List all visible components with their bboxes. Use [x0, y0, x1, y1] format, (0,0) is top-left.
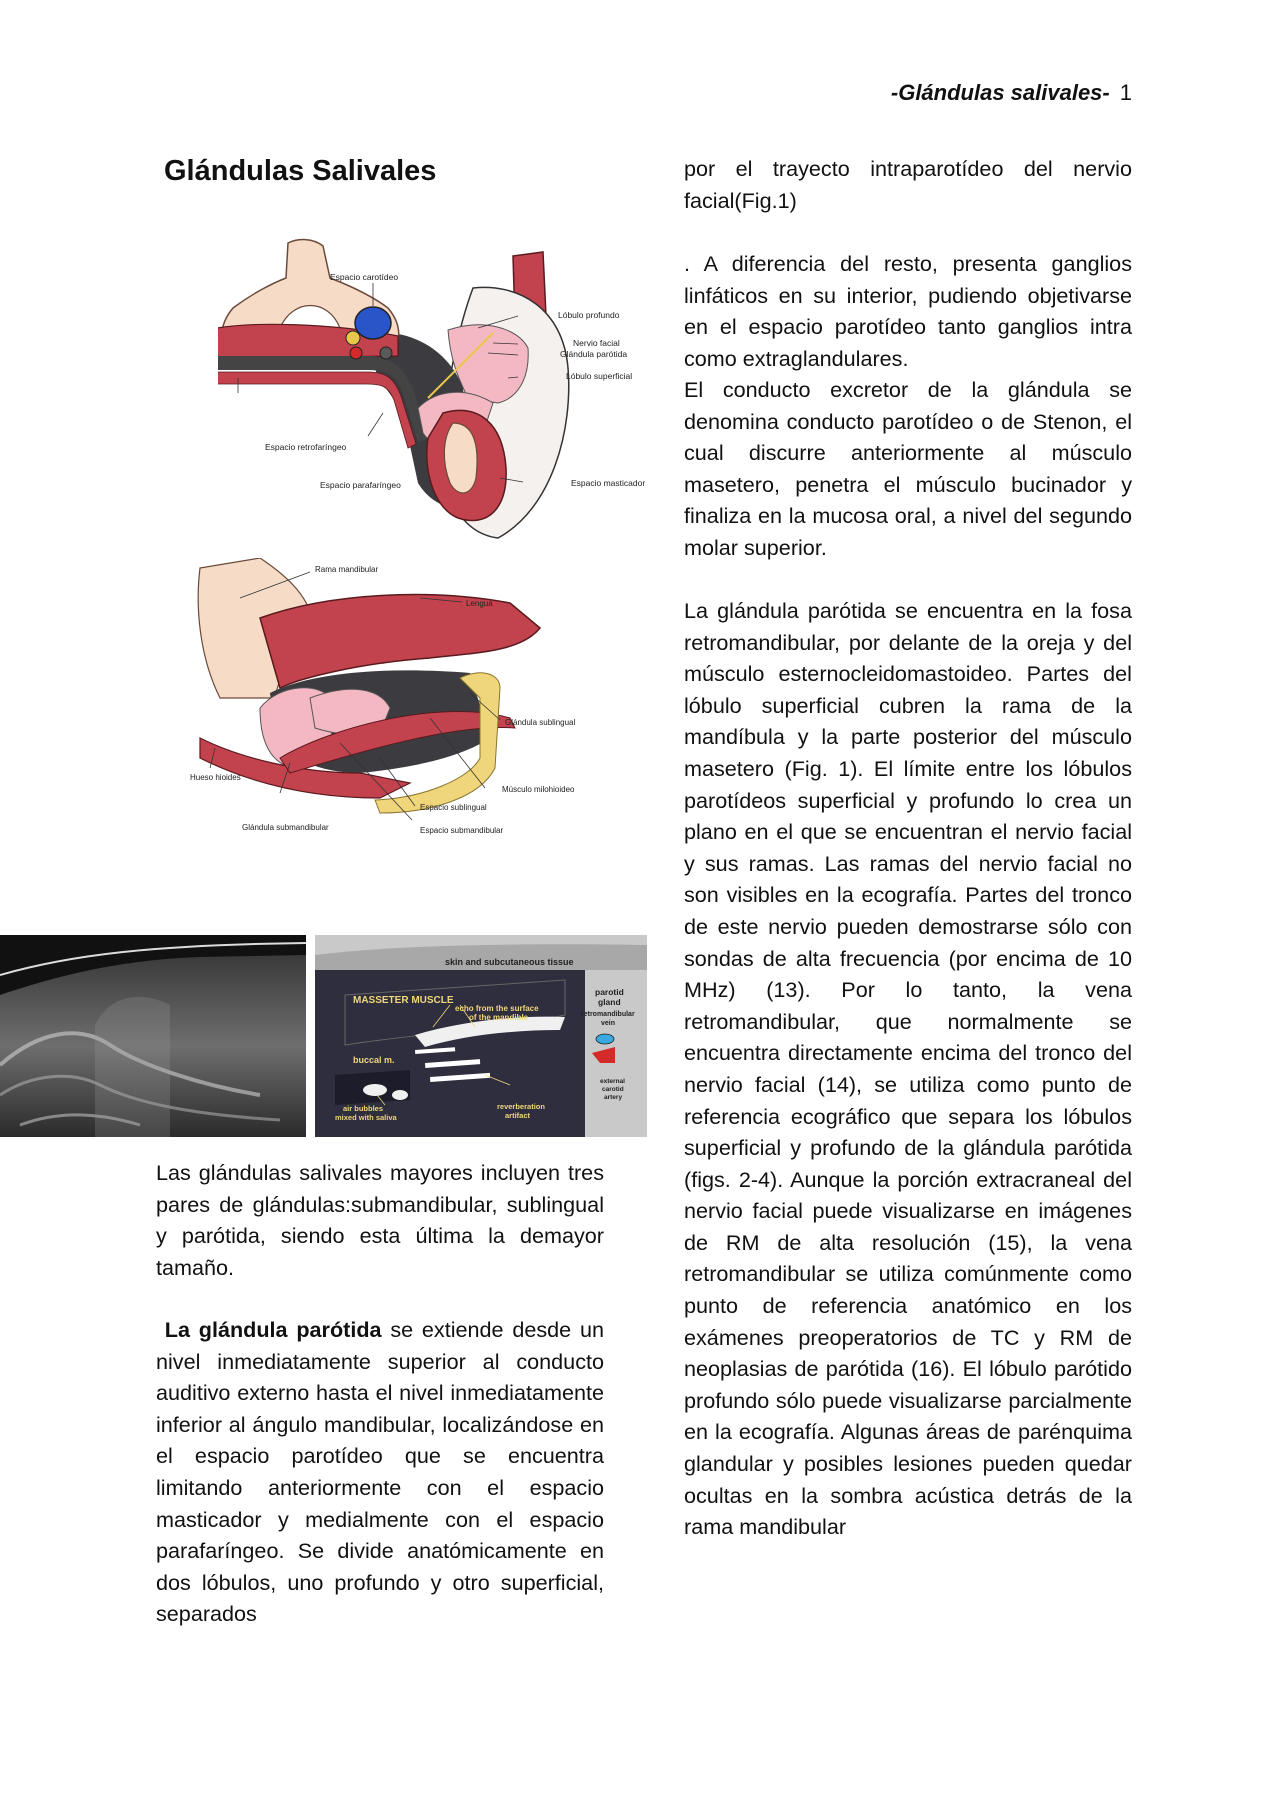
label-musculo-milohioideo: Músculo milohioideo — [502, 785, 575, 794]
figure-parotid-space-diagram — [218, 238, 648, 543]
label-lobulo-profundo: Lóbulo profundo — [558, 310, 620, 320]
label-espacio-masticador: Espacio masticador — [571, 478, 646, 488]
label-external-line3: artery — [604, 1094, 623, 1101]
page-number: 1 — [1119, 80, 1132, 105]
figure-submandibular-diagram — [180, 558, 640, 848]
label-hueso-hioides: Hueso hioides — [190, 773, 241, 782]
label-rama-mandibular: Rama mandibular — [315, 565, 379, 574]
paragraph-parotida — [156, 1314, 604, 1630]
label-espacio-retrofaringeo: Espacio retrofaríngeo — [265, 442, 347, 452]
label-espacio-sublingual: Espacio sublingual — [420, 803, 487, 812]
label-echo-line2: of the mandible — [469, 1013, 529, 1022]
paragraph-right-3: El conducto excretor de la glándula se denomina conducto parotídeo o de Stenon, el cual discurre anteriormente al músculo masetero, penetra el músculo bucinador y finaliza en la mucosa oral, a nivel del segundo molar superior. — [684, 377, 1132, 560]
figure-ultrasound-image — [0, 935, 306, 1137]
label-air-line1: air bubbles — [343, 1104, 384, 1113]
label-reverb-line2: artifact — [505, 1111, 531, 1120]
label-lobulo-superficial: Lóbulo superficial — [566, 371, 633, 381]
paragraph-right-4: La glándula parótida se encuentra en la fosa retromandibular, por delante de la oreja y del músculo esternocleidomastoideo. Partes del lóbulo superficial cubren la rama de la mandíbula y la parte posterior del músculo masetero (Fig. 1). El límite entre los lóbulos parotídeos superficial y profundo lo crea un plano en el que se encuentran el nervio facial y sus ramas. Las ramas del nervio facial no son visibles en la ecografía. Partes del tronco de este nervio pueden demostrarse sólo con sondas de alta frecuencia (por encima de 10 MHz) (13). Por lo tanto, la vena retromandibular, que normalmente se encuentra directamente encima del tronco del nervio facial (14), se utiliza como punto de referencia ecográfico que separa los lóbulos superficial y profundo de la glándula parótida (figs. 2-4). Aunque la porción extracraneal del nervio facial puede visualizarse en imágenes de RM de alta resolución (15), la vena retromandibular se utiliza comúnmente como punto de referencia anatómico en los exámenes preoperatorios de TC y RM de neoplasias de parótida (16). El lóbulo parótido profundo sólo puede visualizarse parcialmente en la ecografía. Algunas áreas de parénquima glandular y posibles lesiones pueden quedar ocultas en la sombra acústica detrás de la rama mandibular — [684, 598, 1132, 1540]
label-external-line2: carotid — [602, 1086, 624, 1093]
header-title: -Glándulas salivales- — [890, 80, 1110, 105]
paragraph-intro: Las glándulas salivales mayores incluyen tres pares de glándulas:submandibular, sublingual y parótida, siendo esta última la demayor tamaño. — [156, 1160, 604, 1280]
label-retromandibular-line2: vein — [601, 1020, 616, 1027]
label-glandula-sublingual: Glándula sublingual — [505, 718, 576, 727]
page-header — [891, 80, 1132, 106]
figure-ultrasound-schematic — [315, 935, 647, 1137]
page-title: Glándulas Salivales — [164, 155, 437, 187]
label-parotid-line1: parotid — [595, 987, 624, 997]
label-retromandibular-line1: retromandibular — [581, 1011, 635, 1018]
label-masseter-muscle: MASSETER MUSCLE — [353, 995, 454, 1006]
paragraph-right-1: por el trayecto intraparotídeo del nervio facial(Fig.1) — [684, 156, 1132, 213]
label-espacio-carotideo: Espacio carotídeo — [330, 272, 399, 282]
paragraph-right-2: . A diferencia del resto, presenta ganglios linfáticos en su interior, pudiendo objetivarse en el espacio parotídeo tanto ganglios intra como extraglandulares. — [684, 251, 1132, 371]
label-external-line1: external — [600, 1078, 625, 1085]
label-parotid-line2: gland — [598, 997, 621, 1007]
parotida-text: se extiende desde un nivel inmediatamente superior al conducto auditivo externo hasta el nivel inmediatamente inferior al ángulo mandibular, localizándose en el espacio parotídeo que se encuentra limitando anteriormente con el espacio masticador y medialmente con el espacio parafaríngeo. Se divide anatómicamente en dos lóbulos, uno profundo y otro superficial, separados — [156, 1317, 604, 1627]
label-glandula-submandibular: Glándula submandibular — [242, 823, 329, 832]
label-espacio-submandibular: Espacio submandibular — [420, 826, 504, 835]
parotida-bold-term: La glándula parótida — [164, 1317, 382, 1342]
label-reverb-line1: reverberation — [497, 1102, 545, 1111]
label-buccal: buccal m. — [353, 1055, 395, 1065]
label-espacio-parafaringeo: Espacio parafaríngeo — [320, 480, 401, 490]
label-echo-line1: echo from the surface — [455, 1004, 539, 1013]
label-nervio-facial: Nervio facial — [573, 338, 620, 348]
label-glandula-parotida: Glándula parótida — [560, 349, 628, 359]
label-skin-tissue: skin and subcutaneous tissue — [445, 957, 574, 967]
label-air-line2: mixed with saliva — [335, 1113, 397, 1122]
label-lengua: Lengua — [466, 599, 493, 608]
